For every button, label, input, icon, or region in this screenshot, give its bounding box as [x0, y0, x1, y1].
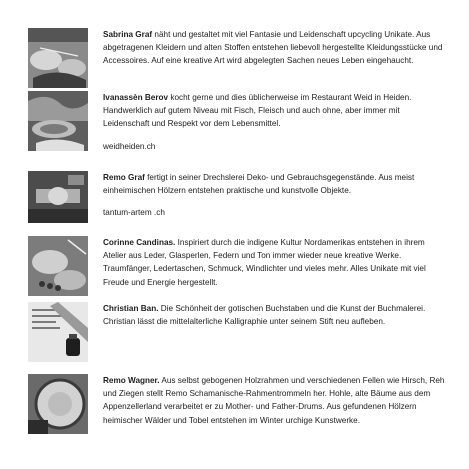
artisan-name: Sabrina Graf [103, 30, 153, 39]
artisan-text: fertigt in seiner Drechslerei Deko- und Gebrauchsgegenstände. Aus meist einheimischen Hölzern entstehen praktische und kunstvolle Objekte. [103, 173, 415, 196]
wood-turning-photo [28, 171, 88, 223]
artisan-name: Remo Graf [103, 173, 145, 182]
artisan-text: kocht gerne und dies üblicherweise im Restaurant Weid in Heiden. Handwerklich auf gutem Niveau mit Fisch, Fleisch und auch ohne, aber immer mit Leidenschaft und Respekt vor dem Lebensmittel. [103, 93, 412, 129]
frame-drum-photo [28, 374, 88, 434]
artisan-name: Christian Ban. [103, 304, 159, 313]
calligraphy-photo [28, 302, 88, 362]
artisan-name: Corinne Candinas. [103, 238, 176, 247]
artisan-description [103, 236, 448, 289]
artisan-name: Remo Wagner. [103, 376, 160, 385]
artisan-text: näht und gestaltet mit viel Fantasie und Leidenschaft upcycling Unikate. Aus abgetragenen Kleidern und alten Stoffen entstehen liebevoll hergestellte Kleidungsstücke und Accessoires. Auf eine kreative Art wird abgelegten Sachen neues Leben eingehaucht. [103, 30, 443, 66]
artisan-text: Die Schönheit der gotischen Buchstaben und die Kunst der Buchmalerei. Christian lässt die mittelalterliche Kalligraphie unter seinem Stift neu aufleben. [103, 304, 426, 327]
artisan-description [103, 302, 448, 328]
artisan-text: Inspiriert durch die indigene Kultur Nordamerikas entstehen in ihrem Atelier aus Leder, Glasperlen, Federn und Ton immer wieder neue kreative Werke. Traumfänger, Ledertaschen, Schmuck, Windlichter und vieles mehr. Alles Unikate mit viel Freude und Energie hergestellt. [103, 238, 426, 287]
artisan-description [103, 374, 448, 427]
artisan-name: Ivanassèn Berov [103, 93, 169, 102]
beadwork-photo [28, 236, 88, 296]
artisan-description [103, 28, 448, 68]
artisan-text: Aus selbst gebogenen Holzrahmen und verschiedenen Fellen wie Hirsch, Reh und Ziegen stellt Remo Schamanische-Rahmentrommeln her. Hohle, alte Bäume aus dem Appenzellerland verarbeitet er zu Mother- und Father-Drums. Aus gefundenen Hölzern heimischer Wälder und Tobel entstehen im Winter urchige Kunstwerke. [103, 376, 445, 425]
website-link[interactable]: weidheiden.ch [103, 141, 156, 151]
artisan-description [103, 171, 448, 220]
website-link[interactable]: tantum-artem .ch [103, 208, 165, 218]
cooking-photo [28, 91, 88, 151]
hands-sewing-photo [28, 28, 88, 88]
artisan-description [103, 91, 448, 153]
